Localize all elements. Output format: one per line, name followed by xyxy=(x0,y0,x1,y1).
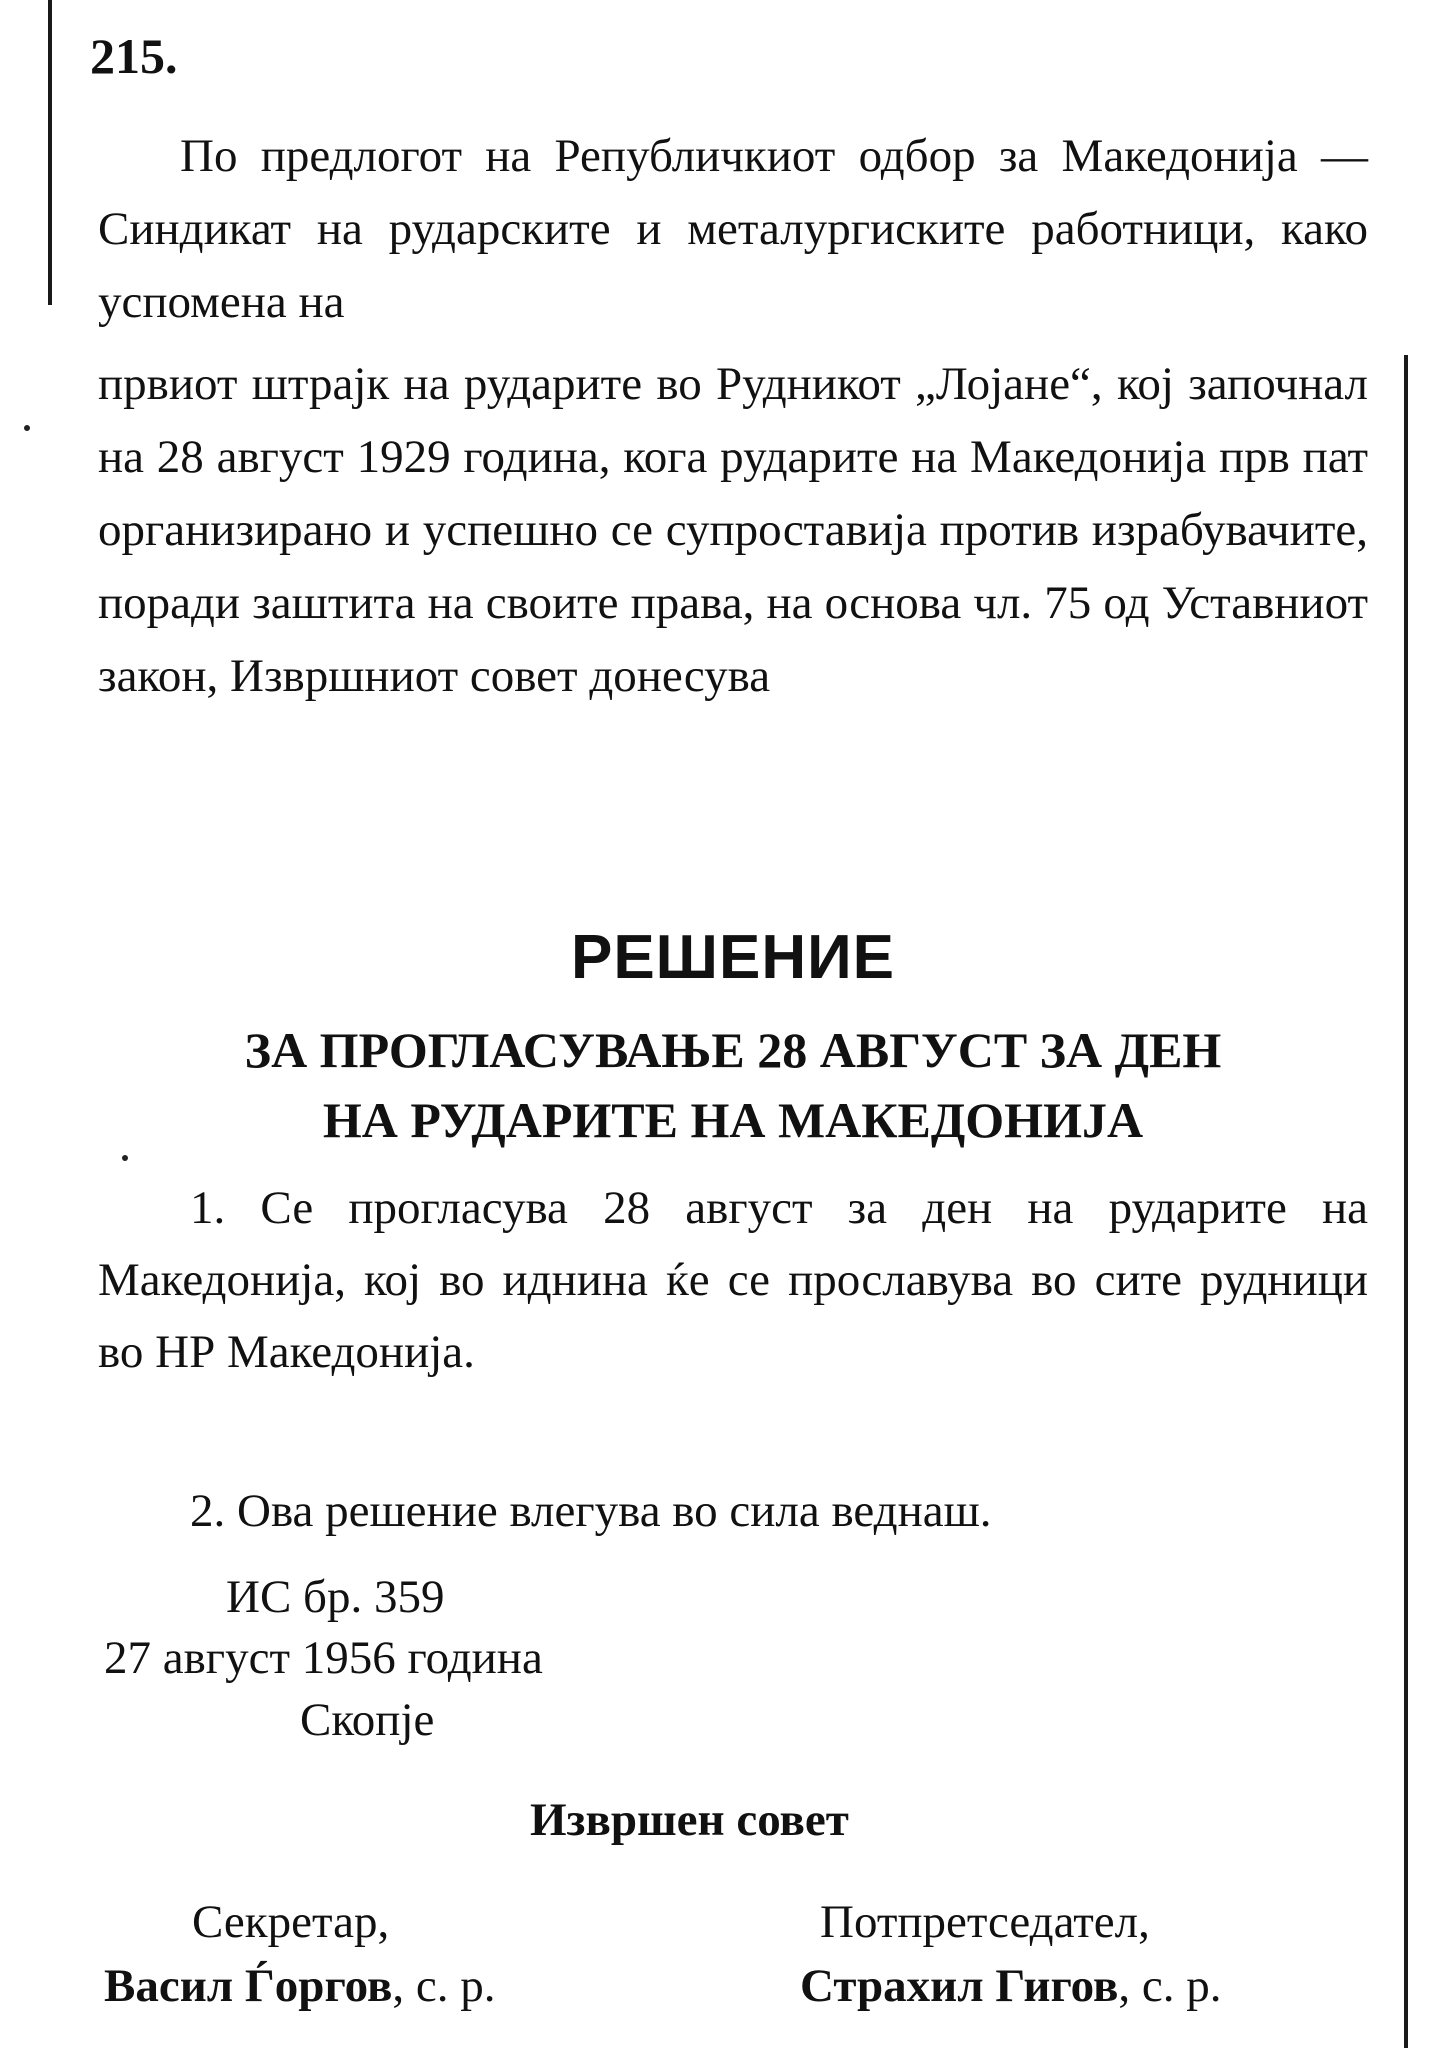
decision-subtitle xyxy=(98,1015,1368,1155)
subtitle-line-2: НА РУДАРИТЕ НА МАКЕДОНИЈА xyxy=(322,1092,1144,1148)
signatory-left-suffix: , с. р. xyxy=(392,1960,496,2012)
left-margin-rule xyxy=(48,0,52,305)
signatory-left-name: Васил Ѓоргов xyxy=(104,1960,393,2012)
reference-number: ИС бр. 359 xyxy=(226,1571,445,1623)
article-2: 2. Ова решение влегува во сила веднаш. xyxy=(190,1485,992,1537)
preamble-paragraph-1: По предлогот на Републичкиот одбор за Македонија — Синдикат на рударските и металургиските работници, како успомена на xyxy=(98,130,1368,328)
signatory-right-role: Потпретседател, xyxy=(820,1896,1150,1948)
decision-title: РЕШЕНИЕ xyxy=(570,923,896,992)
signatory-left-name-line xyxy=(104,1954,495,2018)
preamble-paragraph-2: првиот штрајк на рударите во Рудникот „Лојане“, кој започнал на 28 август 1929 година, кога рударите на Македонија прв пат организирано и успешно се супроставија против израбувачите, поради заштита на своите права, на основа чл. 75 од Уставниот закон, Извршниот совет донесува xyxy=(98,358,1368,702)
signatory-right-suffix: , с. р. xyxy=(1118,1960,1222,2012)
signatory-right-name: Страхил Гигов xyxy=(800,1960,1119,2012)
council-name: Извршен совет xyxy=(530,1794,849,1846)
signatory-left-role: Секретар, xyxy=(192,1896,390,1948)
signatory-left xyxy=(104,1890,495,2018)
right-margin-rule xyxy=(1404,355,1408,2048)
issue-place: Скопје xyxy=(300,1694,435,1746)
signatory-right-name-line xyxy=(800,1954,1222,2018)
scan-speck xyxy=(122,1155,128,1161)
subtitle-line-1: ЗА ПРОГЛАСУВАЊЕ 28 АВГУСТ ЗА ДЕН xyxy=(244,1022,1222,1078)
scan-speck xyxy=(24,425,30,431)
issue-date: 27 август 1956 година xyxy=(104,1632,543,1684)
article-1: 1. Се прогласува 28 август за ден на рударите на Македонија, кој во иднина ќе се прославува во сите рудници во НР Македонија. xyxy=(98,1182,1368,1378)
document-number: 215. xyxy=(90,28,178,84)
signatory-right xyxy=(800,1890,1222,2018)
